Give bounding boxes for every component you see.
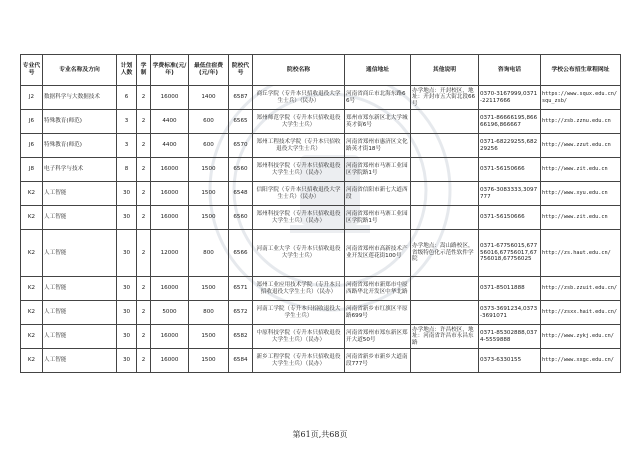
col-header-school-name: 院校名称 (253, 55, 345, 86)
col-header-plan-count: 计划人数 (117, 55, 137, 86)
table-row (21, 110, 621, 134)
school-name-cell: 郑州工业应用技术学院（专升本只招收退役大学生士兵）（民办） (253, 277, 345, 301)
notes-cell (411, 134, 479, 158)
phone-cell: 0371-85302888,0374-5559888 (479, 325, 541, 349)
lodging-cell: 1500 (189, 158, 229, 182)
tuition-cell: 16000 (151, 349, 189, 373)
col-header-major-code: 专业代号 (21, 55, 43, 86)
major-code-cell: K2 (21, 277, 43, 301)
phone-cell: 0371-67756015,67756016,67756017,67756018,67756025 (479, 230, 541, 277)
plan-count-cell: 30 (117, 301, 137, 325)
school-code-cell: 6587 (229, 86, 253, 110)
school-name-cell: 郑州师范学院（专升本只招收退役大学生士兵） (253, 110, 345, 134)
school-code-cell: 6582 (229, 325, 253, 349)
phone-cell: 0370-3167999,0371-22117666 (479, 86, 541, 110)
school-name-cell: 信阳学院（专升本只招收退役大学生士兵）（民办） (253, 182, 345, 206)
notes-cell (411, 158, 479, 182)
phone-cell: 0371-68229255,68229256 (479, 134, 541, 158)
duration-cell: 2 (137, 158, 151, 182)
school-name-cell: 新乡工程学院（专升本只招收退役大学生士兵）（民办） (253, 349, 345, 373)
table-row (21, 230, 621, 277)
major-name-cell: 人工智能 (43, 182, 117, 206)
plan-count-cell: 30 (117, 325, 137, 349)
lodging-cell: 1500 (189, 206, 229, 230)
duration-cell: 2 (137, 182, 151, 206)
tuition-cell: 16000 (151, 277, 189, 301)
lodging-cell: 1500 (189, 277, 229, 301)
table-row (21, 182, 621, 206)
tuition-cell: 16000 (151, 325, 189, 349)
table-row (21, 325, 621, 349)
school-code-cell: 6570 (229, 134, 253, 158)
col-header-phone: 咨询电话 (479, 55, 541, 86)
major-name-cell: 人工智能 (43, 349, 117, 373)
page-number-footer: 第61页,共68页 (292, 430, 348, 439)
website-cell: http://zs.haut.edu.cn/ (541, 230, 621, 277)
major-name-cell: 人工智能 (43, 230, 117, 277)
plan-count-cell: 30 (117, 230, 137, 277)
major-name-cell: 特殊教育(师范) (43, 134, 117, 158)
website-cell: http://www.zit.edu.cn (541, 158, 621, 182)
duration-cell: 2 (137, 86, 151, 110)
school-name-cell: 郑州工程技术学院（专升本只招收退役大学生士兵） (253, 134, 345, 158)
address-cell: 河南省郑州市高新技术产业开发区莲花街100号 (345, 230, 411, 277)
tuition-cell: 16000 (151, 206, 189, 230)
col-header-school-code: 院校代号 (229, 55, 253, 86)
school-code-cell: 6572 (229, 301, 253, 325)
address-cell: 河南省商丘市北海东路66号 (345, 86, 411, 110)
website-cell: http://www.xyu.edu.cn (541, 182, 621, 206)
plan-count-cell: 30 (117, 206, 137, 230)
school-code-cell: 6571 (229, 277, 253, 301)
notes-cell (411, 301, 479, 325)
address-cell: 河南省郑州市新郑市中原西路华北开发区中华北路 (345, 277, 411, 301)
lodging-cell: 1500 (189, 325, 229, 349)
plan-count-cell: 30 (117, 349, 137, 373)
table-row (21, 158, 621, 182)
school-name-cell: 河南工学院（专升本只招收退役大学生士兵） (253, 301, 345, 325)
phone-cell: 0371-86666195,86666196,866667 (479, 110, 541, 134)
lodging-cell: 800 (189, 301, 229, 325)
major-code-cell: K2 (21, 230, 43, 277)
phone-cell: 0371-56150666 (479, 158, 541, 182)
school-name-cell: 郑州科技学院（专升本只招收退役大学生士兵）（民办） (253, 206, 345, 230)
major-name-cell: 特殊教育(师范) (43, 110, 117, 134)
major-code-cell: J6 (21, 110, 43, 134)
major-name-cell: 人工智能 (43, 277, 117, 301)
school-name-cell: 中原科技学院（专升本只招收退役大学生士兵）（民办） (253, 325, 345, 349)
website-cell: http://www.zit.edu.cn (541, 206, 621, 230)
school-code-cell: 6560 (229, 158, 253, 182)
duration-cell: 2 (137, 349, 151, 373)
major-name-cell: 人工智能 (43, 325, 117, 349)
website-cell: https://www.squx.edu.cn/squ_zsb/ (541, 86, 621, 110)
duration-cell: 2 (137, 110, 151, 134)
major-name-cell: 电子科学与技术 (43, 158, 117, 182)
duration-cell: 2 (137, 325, 151, 349)
col-header-lodging: 最低住宿费(元/年) (189, 55, 229, 86)
tuition-cell: 16000 (151, 86, 189, 110)
table-row (21, 349, 621, 373)
address-cell: 河南省新乡市红旗区平原路699号 (345, 301, 411, 325)
col-header-notes: 其他说明 (411, 55, 479, 86)
notes-cell (411, 110, 479, 134)
table-row (21, 277, 621, 301)
table-row (21, 206, 621, 230)
duration-cell: 2 (137, 134, 151, 158)
address-cell: 郑州市郑东新区北大学城英才街6号 (345, 110, 411, 134)
school-name-cell: 河南工业大学（专升本只招收退役大学生士兵） (253, 230, 345, 277)
website-cell: http://www.xxgc.edu.cn/ (541, 349, 621, 373)
duration-cell: 2 (137, 230, 151, 277)
table-row (21, 86, 621, 110)
website-cell: http://www.zzut.edu.cn (541, 134, 621, 158)
col-header-website: 学校公布招生章程网址 (541, 55, 621, 86)
major-code-cell: K2 (21, 182, 43, 206)
major-code-cell: J2 (21, 86, 43, 110)
notes-cell: 办学地点：许昌校区，地址：河南省许昌市永昌东路 (411, 325, 479, 349)
phone-cell: 0373-6330155 (479, 349, 541, 373)
website-cell: http://zsb.zzuit.edu.cn/ (541, 277, 621, 301)
tuition-cell: 4400 (151, 110, 189, 134)
phone-cell: 0376-3083333,3097777 (479, 182, 541, 206)
plan-count-cell: 3 (117, 134, 137, 158)
school-code-cell: 6566 (229, 230, 253, 277)
plan-count-cell: 3 (117, 110, 137, 134)
school-code-cell: 6548 (229, 182, 253, 206)
notes-cell (411, 277, 479, 301)
notes-cell (411, 349, 479, 373)
major-code-cell: J6 (21, 134, 43, 158)
duration-cell: 2 (137, 277, 151, 301)
notes-cell (411, 206, 479, 230)
col-header-major-name: 专业名称及方向 (43, 55, 117, 86)
school-code-cell: 6565 (229, 110, 253, 134)
major-code-cell: K2 (21, 206, 43, 230)
address-cell: 河南省郑州市郑东新区郑开大道50号 (345, 325, 411, 349)
col-header-address: 通信地址 (345, 55, 411, 86)
lodging-cell: 600 (189, 134, 229, 158)
notes-cell: 办学地点：开封校区，地址：开封市五大街北段66号 (411, 86, 479, 110)
major-name-cell: 人工智能 (43, 206, 117, 230)
plan-count-cell: 30 (117, 277, 137, 301)
table-header-row (21, 55, 621, 86)
lodging-cell: 1400 (189, 86, 229, 110)
tuition-cell: 12000 (151, 230, 189, 277)
duration-cell: 2 (137, 301, 151, 325)
address-cell: 河南省郑州市马寨工业园区学院路1号 (345, 206, 411, 230)
major-name-cell: 数据科学与大数据技术 (43, 86, 117, 110)
tuition-cell: 5000 (151, 301, 189, 325)
phone-cell: 0371-85011888 (479, 277, 541, 301)
duration-cell: 2 (137, 206, 151, 230)
lodging-cell: 600 (189, 110, 229, 134)
tuition-cell: 16000 (151, 158, 189, 182)
tuition-cell: 16000 (151, 182, 189, 206)
school-name-cell: 商丘学院（专升本只招收退役大学生士兵）（民办） (253, 86, 345, 110)
school-code-cell: 6560 (229, 206, 253, 230)
lodging-cell: 1500 (189, 349, 229, 373)
major-code-cell: J8 (21, 158, 43, 182)
address-cell: 河南省郑州市惠济区文化路英才街18号 (345, 134, 411, 158)
col-header-duration: 学制 (137, 55, 151, 86)
school-code-cell: 6584 (229, 349, 253, 373)
website-cell: http://zsb.zznu.edu.cn (541, 110, 621, 134)
plan-count-cell: 30 (117, 182, 137, 206)
major-name-cell: 人工智能 (43, 301, 117, 325)
address-cell: 河南省郑州市马寨工业园区学院路1号 (345, 158, 411, 182)
plan-count-cell: 8 (117, 158, 137, 182)
address-cell: 河南省信阳市新七大道西段 (345, 182, 411, 206)
notes-cell (411, 182, 479, 206)
website-cell: http://zsxx.hait.edu.cn/ (541, 301, 621, 325)
major-code-cell: K2 (21, 301, 43, 325)
website-cell: http://www.zykj.edu.cn/ (541, 325, 621, 349)
col-header-tuition: 学费标准(元/年) (151, 55, 189, 86)
major-code-cell: K2 (21, 325, 43, 349)
lodging-cell: 1500 (189, 182, 229, 206)
tuition-cell: 4400 (151, 134, 189, 158)
notes-cell: 办学地点：嵩山路校区，省级特色化示范性软件学院 (411, 230, 479, 277)
plan-count-cell: 6 (117, 86, 137, 110)
school-name-cell: 郑州科技学院（专升本只招收退役大学生士兵）（民办） (253, 158, 345, 182)
table-row (21, 301, 621, 325)
address-cell: 河南省新乡市新乡大道南段777号 (345, 349, 411, 373)
lodging-cell: 800 (189, 230, 229, 277)
table-row (21, 134, 621, 158)
phone-cell: 0371-56150666 (479, 206, 541, 230)
phone-cell: 0373-3691234,0373-3691071 (479, 301, 541, 325)
enrollment-table (20, 54, 621, 373)
major-code-cell: K2 (21, 349, 43, 373)
